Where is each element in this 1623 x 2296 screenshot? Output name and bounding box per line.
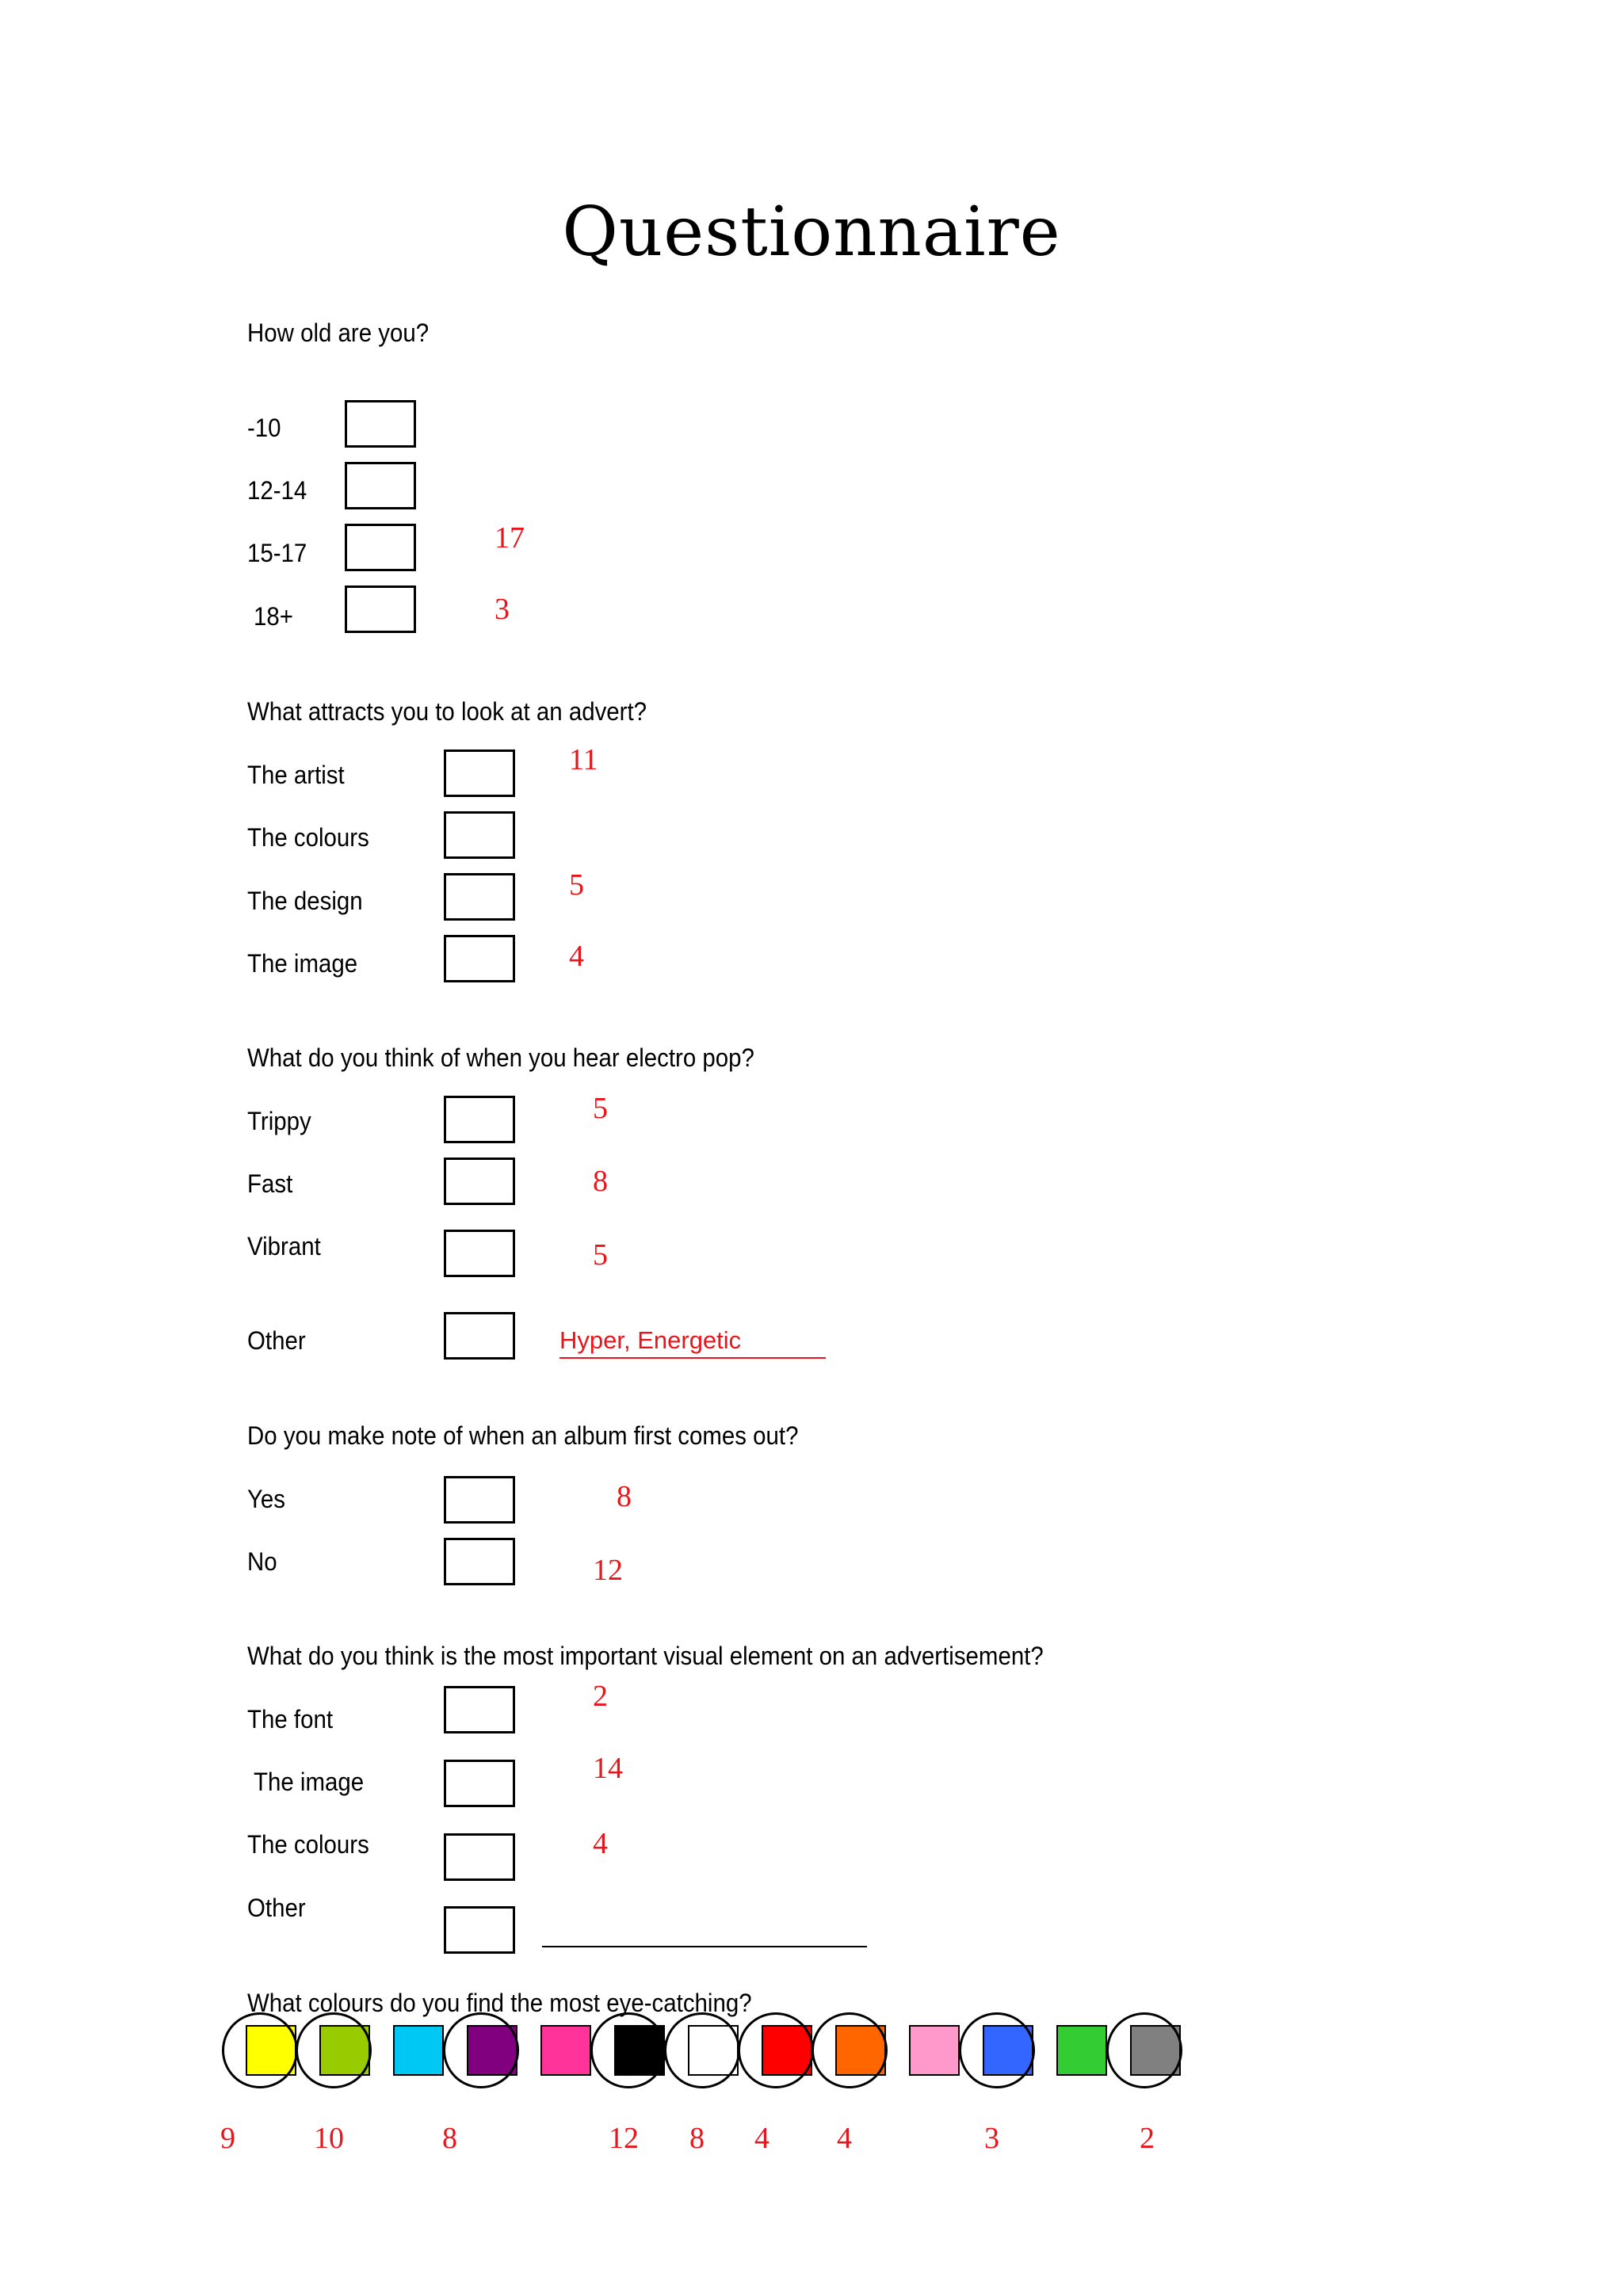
option-label: The image bbox=[247, 949, 358, 978]
colour-swatch-green[interactable] bbox=[1056, 2025, 1107, 2076]
option-label: No bbox=[247, 1547, 277, 1576]
option-label: 18+ bbox=[254, 602, 293, 631]
question-advert-attract: What attracts you to look at an advert? bbox=[247, 697, 647, 726]
option-label: Fast bbox=[247, 1169, 293, 1198]
selection-circle bbox=[664, 2012, 740, 2088]
tally-count: 4 bbox=[837, 2122, 852, 2155]
tally-count: 4 bbox=[593, 1827, 608, 1860]
selection-circle bbox=[812, 2012, 888, 2088]
other-answer-field[interactable]: Hyper, Energetic bbox=[559, 1328, 826, 1359]
checkbox-other[interactable] bbox=[444, 1906, 515, 1954]
option-label: Yes bbox=[247, 1485, 286, 1513]
option-label: 15-17 bbox=[247, 539, 307, 567]
tally-count: 8 bbox=[617, 1480, 632, 1513]
other-answer-line[interactable] bbox=[542, 1946, 867, 1947]
option-label: The artist bbox=[247, 761, 345, 789]
question-colours: What colours do you find the most eye-catching? bbox=[247, 1989, 752, 2017]
tally-count: 12 bbox=[609, 2122, 639, 2155]
selection-circle bbox=[959, 2012, 1035, 2088]
question-electro-pop: What do you think of when you hear electro pop? bbox=[247, 1043, 754, 1072]
checkbox-vibrant[interactable] bbox=[444, 1230, 515, 1277]
tally-count: 5 bbox=[593, 1238, 608, 1272]
tally-count: 3 bbox=[495, 593, 510, 626]
tally-count: 8 bbox=[442, 2122, 457, 2155]
option-label: -10 bbox=[247, 414, 281, 442]
tally-count: 9 bbox=[220, 2122, 235, 2155]
option-label: The font bbox=[247, 1705, 334, 1733]
checkbox-age-15-17[interactable] bbox=[345, 524, 416, 571]
question-age: How old are you? bbox=[247, 318, 430, 347]
tally-count: 17 bbox=[495, 521, 525, 555]
checkbox-yes[interactable] bbox=[444, 1476, 515, 1524]
selection-circle bbox=[1106, 2012, 1182, 2088]
checkbox-the-colours[interactable] bbox=[444, 1833, 515, 1881]
tally-count: 12 bbox=[593, 1554, 623, 1587]
option-label: Other bbox=[247, 1326, 306, 1355]
tally-count: 14 bbox=[593, 1752, 623, 1785]
selection-circle bbox=[222, 2012, 298, 2088]
checkbox-the-design[interactable] bbox=[444, 873, 515, 921]
checkbox-the-font[interactable] bbox=[444, 1686, 515, 1733]
tally-count: 2 bbox=[593, 1680, 608, 1713]
option-label: Trippy bbox=[247, 1107, 311, 1135]
checkbox-other[interactable] bbox=[444, 1312, 515, 1360]
tally-count: 8 bbox=[689, 2122, 705, 2155]
tally-count: 11 bbox=[569, 743, 598, 776]
selection-circle bbox=[296, 2012, 372, 2088]
selection-circle bbox=[443, 2012, 519, 2088]
selection-circle bbox=[590, 2012, 666, 2088]
checkbox-age-12-14[interactable] bbox=[345, 462, 416, 509]
checkbox-the-artist[interactable] bbox=[444, 749, 515, 797]
option-label: Other bbox=[247, 1894, 306, 1922]
checkbox-age-under-10[interactable] bbox=[345, 400, 416, 448]
option-label: The colours bbox=[247, 1830, 369, 1859]
checkbox-the-image[interactable] bbox=[444, 1760, 515, 1807]
checkbox-the-colours[interactable] bbox=[444, 811, 515, 859]
checkbox-fast[interactable] bbox=[444, 1158, 515, 1205]
checkbox-trippy[interactable] bbox=[444, 1096, 515, 1143]
option-label: The design bbox=[247, 887, 363, 915]
tally-count: 3 bbox=[984, 2122, 999, 2155]
tally-count: 4 bbox=[569, 940, 584, 973]
colour-swatch-sky-blue[interactable] bbox=[393, 2025, 444, 2076]
option-label: 12-14 bbox=[247, 476, 307, 505]
question-album-release: Do you make note of when an album first comes out? bbox=[247, 1421, 799, 1450]
tally-count: 5 bbox=[593, 1092, 608, 1125]
option-label: The colours bbox=[247, 823, 369, 852]
colour-swatch-pink[interactable] bbox=[540, 2025, 591, 2076]
checkbox-age-18-plus[interactable] bbox=[345, 585, 416, 633]
selection-circle bbox=[738, 2012, 814, 2088]
option-label: The image bbox=[254, 1768, 365, 1796]
question-visual-element: What do you think is the most important visual element on an advertisement? bbox=[247, 1642, 1044, 1670]
tally-count: 10 bbox=[314, 2122, 344, 2155]
tally-count: 2 bbox=[1140, 2122, 1155, 2155]
tally-count: 4 bbox=[754, 2122, 769, 2155]
checkbox-no[interactable] bbox=[444, 1538, 515, 1585]
tally-count: 5 bbox=[569, 868, 584, 902]
colour-swatch-light-pink[interactable] bbox=[909, 2025, 960, 2076]
option-label: Vibrant bbox=[247, 1232, 321, 1261]
tally-count: 8 bbox=[593, 1165, 608, 1198]
checkbox-the-image[interactable] bbox=[444, 935, 515, 982]
page-title: Questionnaire bbox=[562, 193, 1061, 272]
